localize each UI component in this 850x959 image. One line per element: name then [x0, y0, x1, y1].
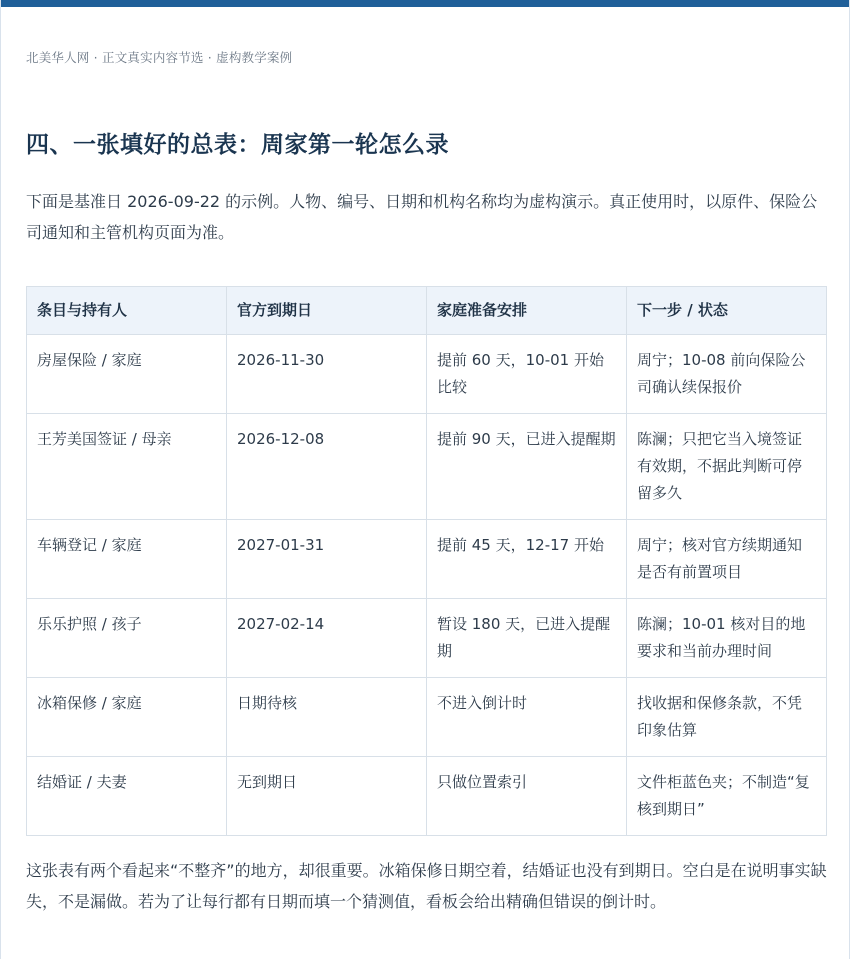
- cell-prep-plan: 只做位置索引: [427, 757, 627, 836]
- table-row: [27, 335, 827, 414]
- breadcrumb: 北美华人网 · 正文真实内容节选 · 虚构教学案例: [26, 50, 293, 65]
- deadline-table: [26, 286, 827, 836]
- section-title: 四、一张填好的总表：周家第一轮怎么录: [26, 132, 449, 158]
- top-accent-bar: [1, 0, 849, 7]
- cell-next-step: 周宁；核对官方续期通知是否有前置项目: [627, 520, 827, 599]
- cell-due-date: 日期待核: [227, 678, 427, 757]
- cell-item: 车辆登记 / 家庭: [27, 520, 227, 599]
- column-header-prep-plan: 家庭准备安排: [427, 287, 627, 335]
- table-row: [27, 678, 827, 757]
- cell-next-step: 找收据和保修条款，不凭印象估算: [627, 678, 827, 757]
- table-row: [27, 414, 827, 520]
- cell-prep-plan: 提前 90 天，已进入提醒期: [427, 414, 627, 520]
- cell-next-step: 陈澜；只把它当入境签证有效期，不据此判断可停留多久: [627, 414, 827, 520]
- cell-prep-plan: 提前 45 天，12-17 开始: [427, 520, 627, 599]
- table-row: [27, 757, 827, 836]
- cell-prep-plan: 提前 60 天，10-01 开始比较: [427, 335, 627, 414]
- cell-next-step: 陈澜；10-01 核对目的地要求和当前办理时间: [627, 599, 827, 678]
- table-row: [27, 520, 827, 599]
- cell-due-date: 2026-11-30: [227, 335, 427, 414]
- cell-item: 结婚证 / 夫妻: [27, 757, 227, 836]
- column-header-item: 条目与持有人: [27, 287, 227, 335]
- intro-paragraph: 下面是基准日 2026-09-22 的示例。人物、编号、日期和机构名称均为虚构演示。真正使用时，以原件、保险公司通知和主管机构页面为准。: [26, 192, 818, 242]
- cell-item: 王芳美国签证 / 母亲: [27, 414, 227, 520]
- column-header-due-date: 官方到期日: [227, 287, 427, 335]
- table-header-row: [27, 287, 827, 335]
- cell-item: 冰箱保修 / 家庭: [27, 678, 227, 757]
- cell-due-date: 无到期日: [227, 757, 427, 836]
- cell-next-step: 文件柜蓝色夹；不制造“复核到期日”: [627, 757, 827, 836]
- table-row: [27, 599, 827, 678]
- cell-due-date: 2027-01-31: [227, 520, 427, 599]
- cell-item: 乐乐护照 / 孩子: [27, 599, 227, 678]
- cell-next-step: 周宁；10-08 前向保险公司确认续保报价: [627, 335, 827, 414]
- cell-due-date: 2026-12-08: [227, 414, 427, 520]
- cell-prep-plan: 暂设 180 天，已进入提醒期: [427, 599, 627, 678]
- column-header-next-step: 下一步 / 状态: [627, 287, 827, 335]
- closing-paragraph: 这张表有两个看起来“不整齐”的地方，却很重要。冰箱保修日期空着，结婚证也没有到期日。空白是在说明事实缺失，不是漏做。若为了让每行都有日期而填一个猜测值，看板会给出精确但错误的倒计时。: [26, 861, 827, 911]
- cell-item: 房屋保险 / 家庭: [27, 335, 227, 414]
- cell-prep-plan: 不进入倒计时: [427, 678, 627, 757]
- cell-due-date: 2027-02-14: [227, 599, 427, 678]
